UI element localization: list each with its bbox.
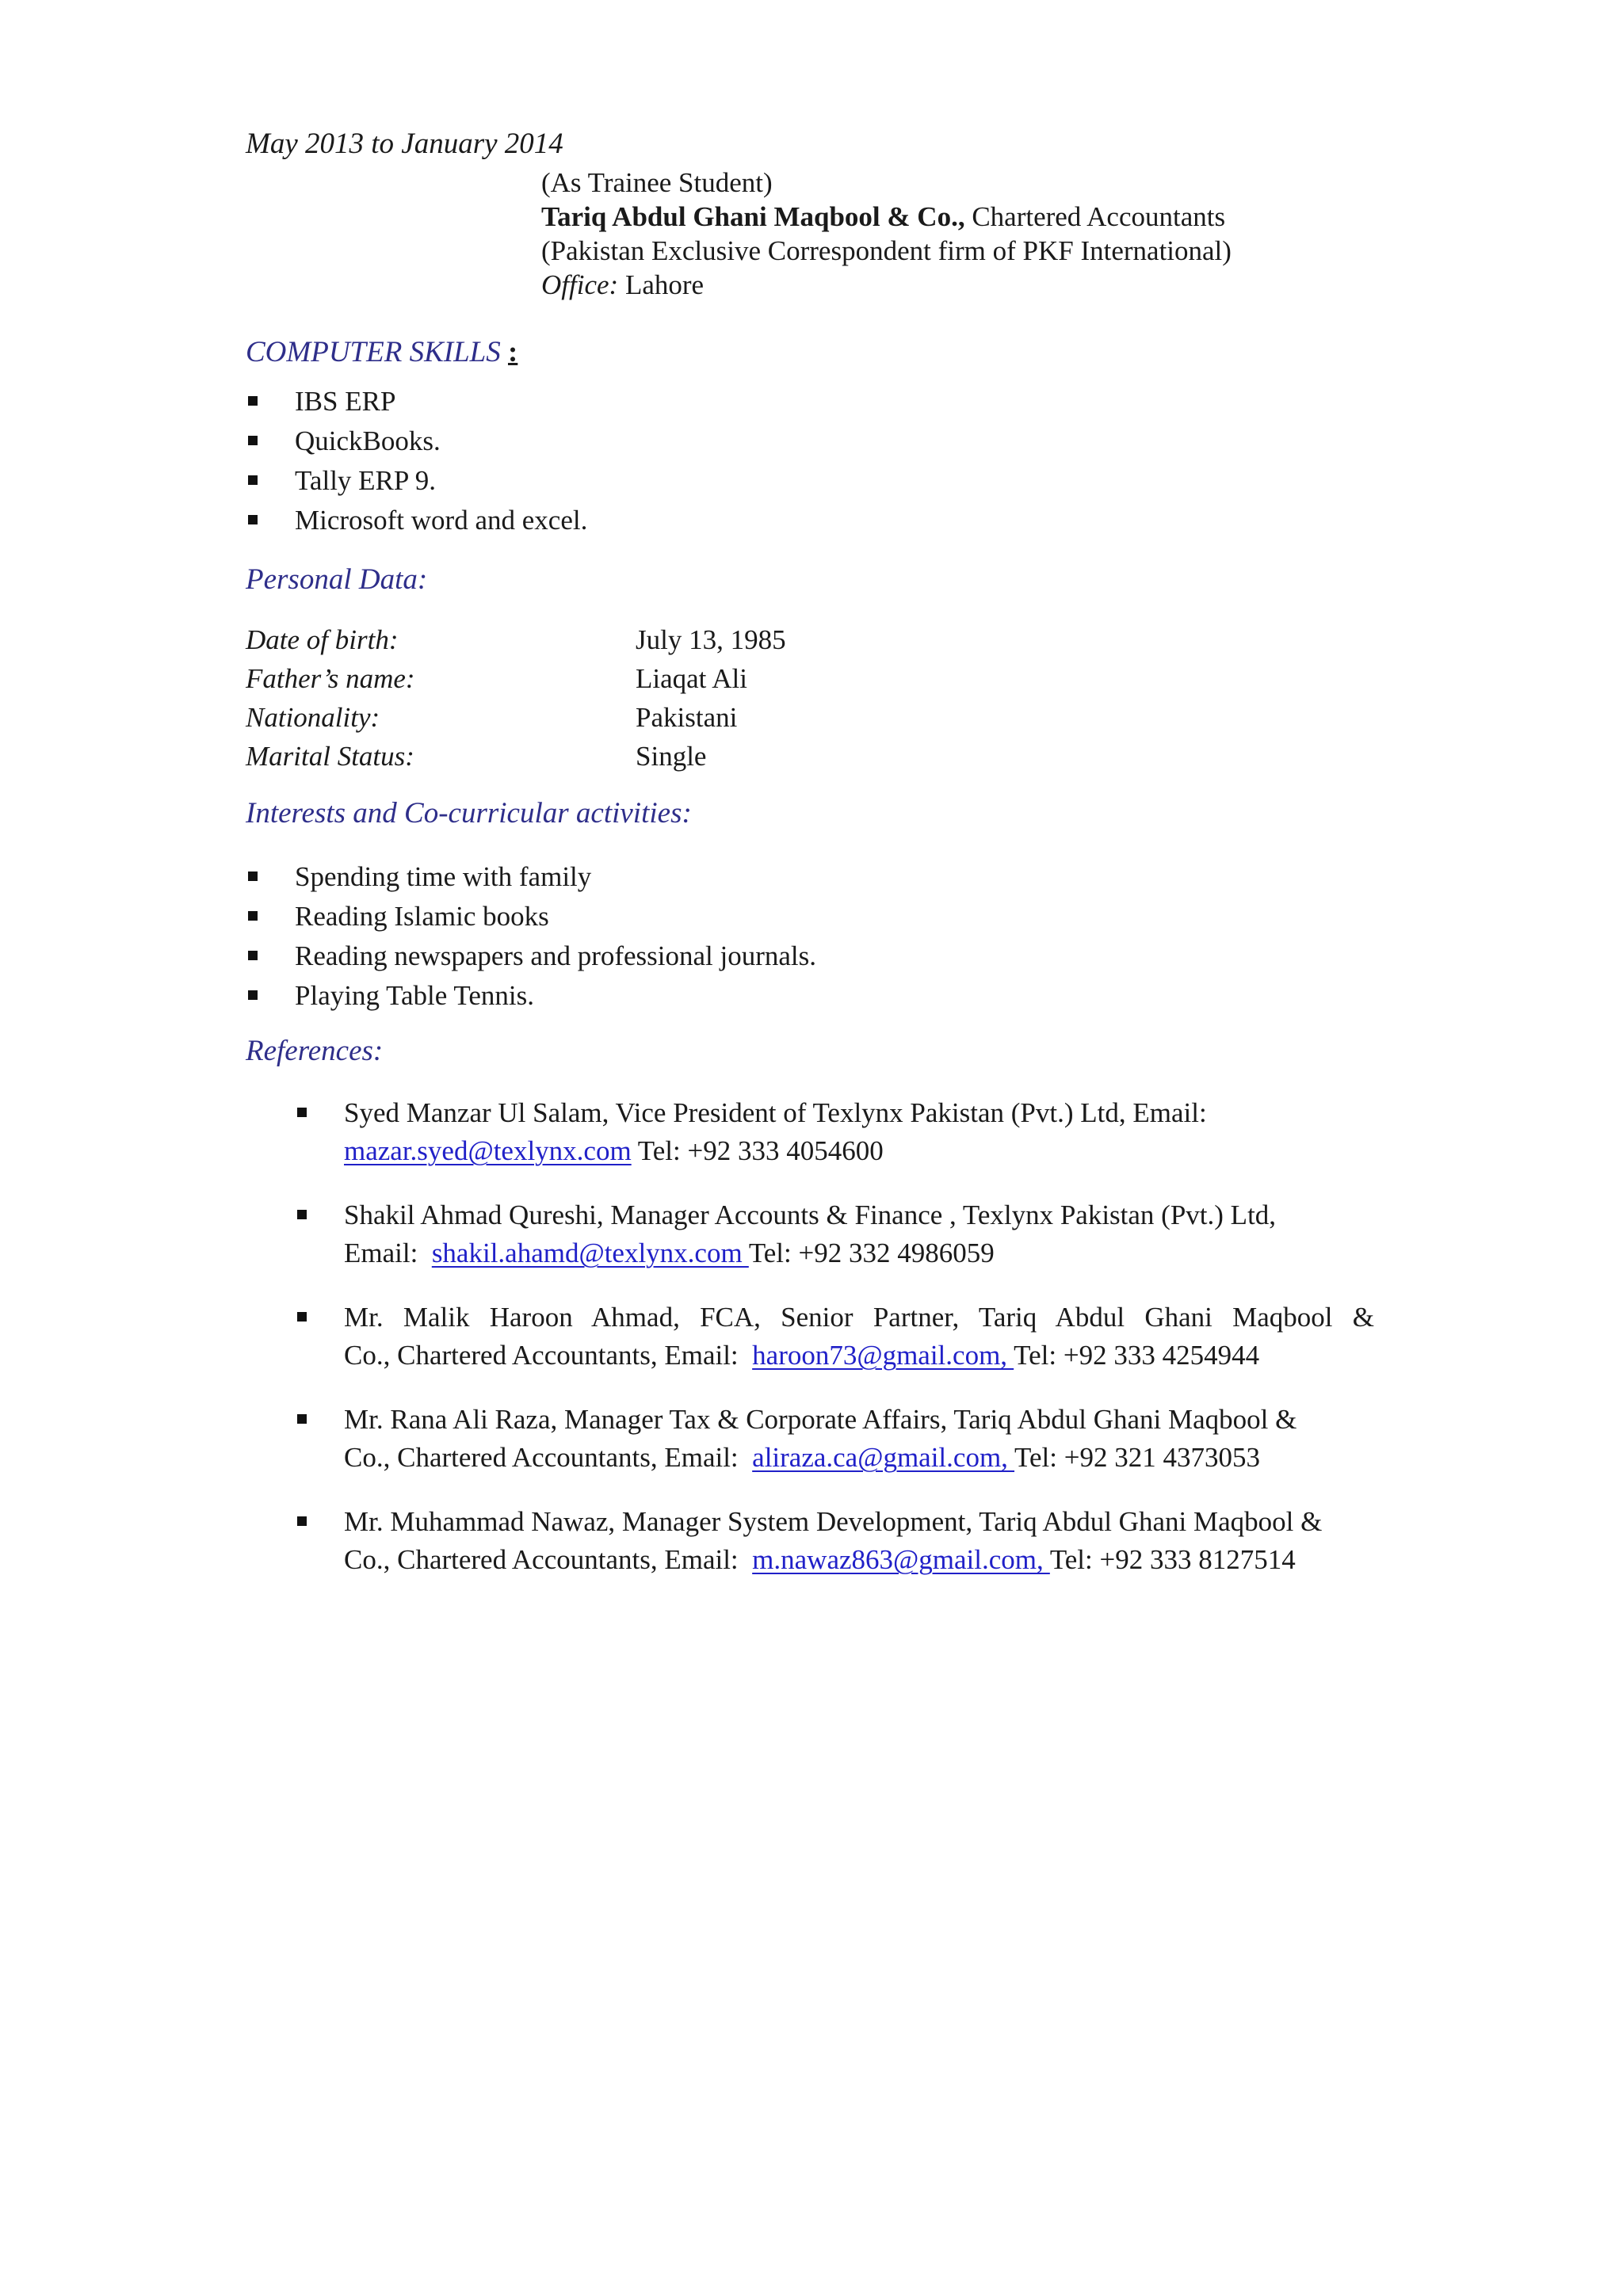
bullet-icon <box>248 911 258 921</box>
office-value: Lahore <box>624 269 705 300</box>
personal-data-heading: Personal Data: <box>246 563 428 596</box>
office-label: Office: <box>541 269 619 300</box>
reference-email-prefix: Co., Chartered Accountants, Email: <box>344 1442 753 1473</box>
reference-line: Mr. Rana Ali Raza, Manager Tax & Corporate Affairs, Tariq Abdul Ghani Maqbool & <box>344 1404 1297 1435</box>
personal-value: July 13, 1985 <box>636 624 786 655</box>
bullet-icon <box>248 990 258 1000</box>
bullet-icon <box>297 1516 307 1526</box>
bullet-icon <box>297 1312 307 1322</box>
interest-item: Playing Table Tennis. <box>295 980 534 1011</box>
experience-firm-note: (Pakistan Exclusive Correspondent firm of PKF International) <box>541 235 1232 266</box>
personal-label: Marital Status: <box>246 741 414 772</box>
personal-value: Single <box>636 741 707 772</box>
firm-type: Chartered Accountants <box>972 201 1226 232</box>
bullet-icon <box>297 1414 307 1424</box>
experience-role: (As Trainee Student) <box>541 167 773 198</box>
reference-email-prefix: Co., Chartered Accountants, Email: <box>344 1544 753 1575</box>
reference-email-link[interactable]: mazar.syed@texlynx.com <box>344 1135 632 1166</box>
reference-item <box>344 1503 1374 1579</box>
reference-contact <box>344 1439 1374 1477</box>
skill-item: Microsoft word and excel. <box>295 505 588 536</box>
reference-item <box>344 1299 1374 1375</box>
reference-line: Syed Manzar Ul Salam, Vice President of Texlynx Pakistan (Pvt.) Ltd, Email: <box>344 1097 1207 1128</box>
reference-item <box>344 1401 1374 1477</box>
reference-email-link[interactable]: haroon73@gmail.com, <box>752 1340 1014 1371</box>
firm-name: Tariq Abdul Ghani Maqbool & Co., <box>541 201 965 232</box>
computer-skills-heading <box>246 335 517 369</box>
bullet-icon <box>248 951 258 960</box>
reference-email-link[interactable]: shakil.ahamd@texlynx.com <box>431 1238 749 1268</box>
bullet-icon <box>248 871 258 881</box>
interest-item: Reading newspapers and professional journals. <box>295 940 817 971</box>
reference-email-link[interactable]: m.nawaz863@gmail.com, <box>752 1544 1050 1575</box>
reference-contact <box>344 1234 1374 1272</box>
reference-tel: Tel: +92 321 4373053 <box>1014 1442 1260 1473</box>
reference-contact <box>344 1541 1374 1579</box>
experience-period: May 2013 to January 2014 <box>246 128 563 160</box>
reference-tel: Tel: +92 333 4254944 <box>1014 1340 1260 1371</box>
bullet-icon <box>248 436 258 445</box>
reference-item <box>344 1094 1374 1170</box>
interest-item: Spending time with family <box>295 861 592 892</box>
reference-email-prefix: Co., Chartered Accountants, Email: <box>344 1340 753 1371</box>
personal-label: Nationality: <box>246 702 380 733</box>
reference-line: Mr. Muhammad Nawaz, Manager System Development, Tariq Abdul Ghani Maqbool & <box>344 1506 1323 1537</box>
reference-contact <box>344 1337 1374 1375</box>
skill-item: Tally ERP 9. <box>295 465 437 496</box>
reference-line: Mr. Malik Haroon Ahmad, FCA, Senior Partner, Tariq Abdul Ghani Maqbool & <box>344 1302 1374 1333</box>
skill-item: IBS ERP <box>295 386 396 417</box>
reference-tel: Tel: +92 332 4986059 <box>748 1238 995 1268</box>
bullet-icon <box>297 1210 307 1219</box>
reference-line: Shakil Ahmad Qureshi, Manager Accounts & Finance , Texlynx Pakistan (Pvt.) Ltd, <box>344 1199 1277 1230</box>
computer-skills-heading-colon: : <box>507 336 518 368</box>
reference-email-link[interactable]: aliraza.ca@gmail.com, <box>752 1442 1015 1473</box>
personal-label: Father’s name: <box>246 663 415 694</box>
reference-tel: Tel: +92 333 8127514 <box>1049 1544 1296 1575</box>
personal-value: Liaqat Ali <box>636 663 747 694</box>
personal-value: Pakistani <box>636 702 738 733</box>
experience-firm <box>541 198 1225 236</box>
reference-email-prefix: Email: <box>344 1238 432 1268</box>
reference-contact <box>344 1132 1374 1170</box>
references-heading: References: <box>246 1035 384 1067</box>
skill-item: QuickBooks. <box>295 425 441 456</box>
bullet-icon <box>297 1108 307 1117</box>
reference-item <box>344 1196 1374 1272</box>
bullet-icon <box>248 396 258 406</box>
bullet-icon <box>248 475 258 485</box>
reference-tel: Tel: +92 333 4054600 <box>631 1135 884 1166</box>
interest-item: Reading Islamic books <box>295 901 549 932</box>
bullet-icon <box>248 515 258 524</box>
experience-office <box>541 266 704 304</box>
computer-skills-heading-text: COMPUTER SKILLS <box>246 336 501 368</box>
interests-heading: Interests and Co-curricular activities: <box>246 797 692 830</box>
personal-label: Date of birth: <box>246 624 399 655</box>
